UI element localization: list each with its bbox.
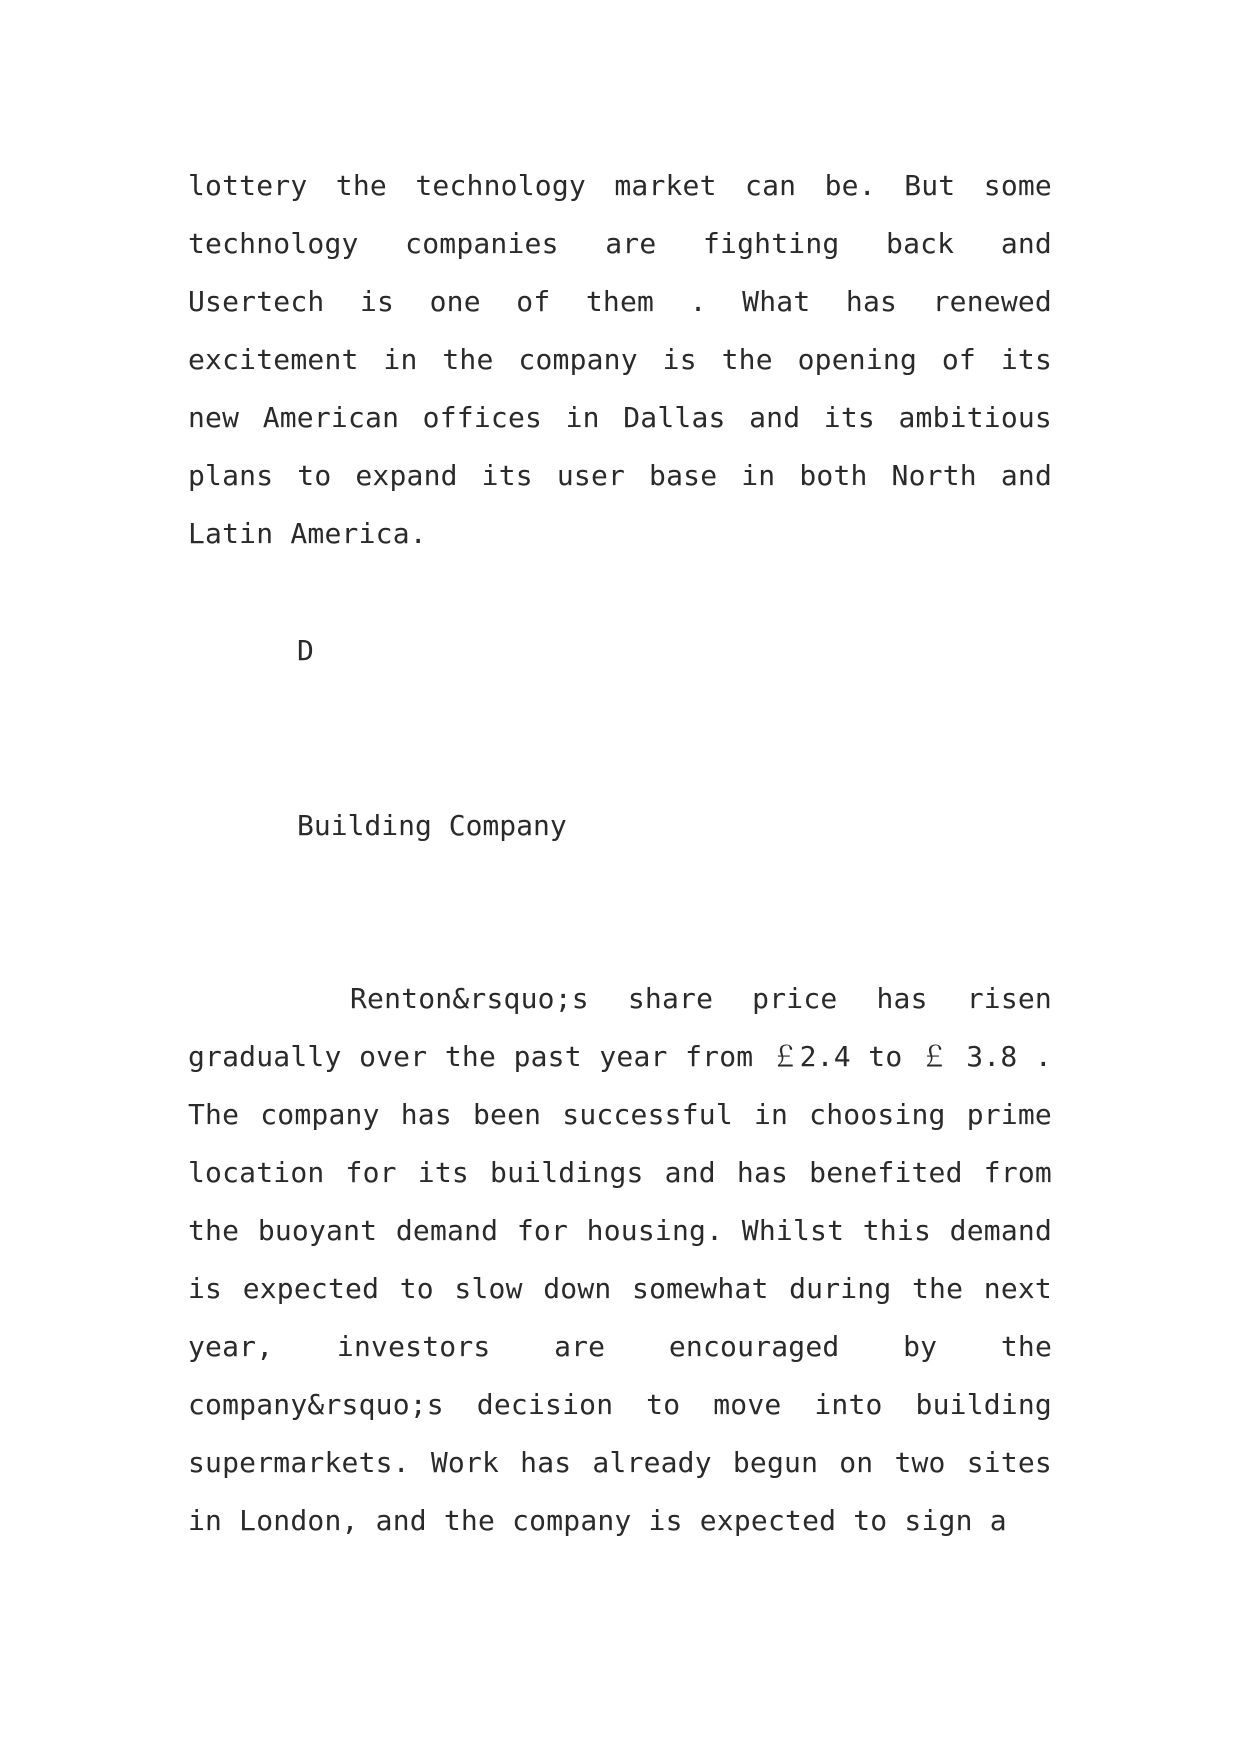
paragraph-usertech: lottery the technology market can be. But some technology companies are fighting back and Usertech is one of them . What has renewed excitement in the company is the opening of its new American offices in Dallas and its ambitious plans to expand its user base in both North and Latin America.	[188, 169, 1052, 550]
paragraph-renton: Renton&rsquo;s share price has risen gradually over the past year from ￡2.4 to ￡ 3.8 . The company has been successful in choosing prime location for its buildings and has benefited from the buoyant demand for housing. Whilst this demand is expected to slow down somewhat during the next year, investors are encouraged by the company&rsquo;s decision to move into building supermarkets. Work has already begun on two sites in London, and the company is expected to sign a	[188, 982, 1052, 1537]
section-title: Building Company	[297, 809, 567, 842]
section-letter: D	[297, 634, 314, 667]
